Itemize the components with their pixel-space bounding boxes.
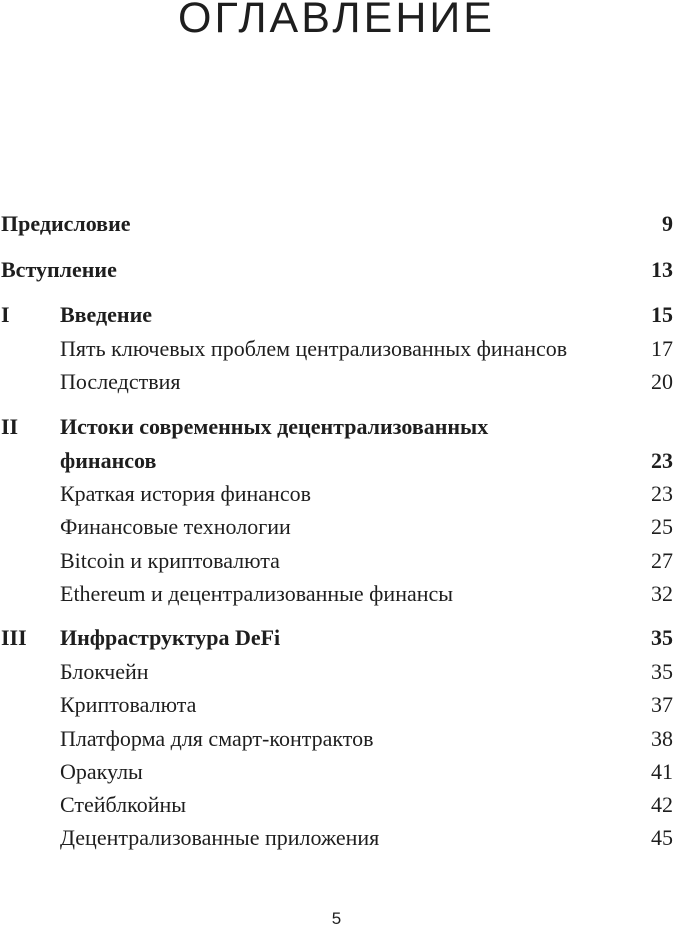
toc-entry-label: Платформа для смарт-контрактов <box>60 726 374 751</box>
toc-entry-label: Введение <box>60 302 153 327</box>
toc-entry-page: 23 <box>651 481 673 506</box>
toc-section[interactable] <box>0 479 673 509</box>
toc-entry-page: 42 <box>651 792 673 817</box>
toc-entry-label: Последствия <box>60 369 181 394</box>
toc-entry-page: 13 <box>651 257 673 282</box>
toc-section[interactable] <box>0 724 673 754</box>
toc-entry-label: Истоки современных децентрализованных <box>60 414 489 439</box>
toc-section[interactable] <box>0 757 673 787</box>
toc-entry-page: 23 <box>651 448 673 473</box>
toc-entry-page: 9 <box>662 211 673 236</box>
toc-entry-page: 15 <box>651 302 673 327</box>
toc-entry-page: 41 <box>651 759 673 784</box>
toc-section[interactable] <box>0 823 673 853</box>
toc-chapter-3[interactable] <box>0 623 673 653</box>
toc-entry-label: Децентрализованные приложения <box>60 825 380 850</box>
toc-entry-label: Ethereum и децентрализованные финансы <box>60 581 454 606</box>
toc-chapter-2[interactable] <box>0 412 673 442</box>
chapter-number: II <box>1 414 19 439</box>
chapter-number: III <box>1 625 27 650</box>
toc-section[interactable] <box>0 690 673 720</box>
toc-chapter-2-continued[interactable] <box>0 446 673 476</box>
toc-entry-page: 32 <box>651 581 673 606</box>
toc-section[interactable] <box>0 546 673 576</box>
toc-entry-label: Bitcoin и криптовалюта <box>60 548 280 573</box>
toc-entry-label: Криптовалюта <box>60 692 197 717</box>
page-title: ОГЛАВЛЕНИЕ <box>178 0 495 42</box>
toc-entry-page: 38 <box>651 726 673 751</box>
toc-entry-page: 35 <box>651 625 673 650</box>
toc-entry-label: Оракулы <box>60 759 143 784</box>
page-number: 5 <box>331 909 342 928</box>
toc-entry-label: Стейблкойны <box>60 792 187 817</box>
toc-entry-preface[interactable] <box>0 209 673 239</box>
toc-entry-label: Финансовые технологии <box>60 514 291 539</box>
toc-entry-introduction[interactable] <box>0 255 673 285</box>
toc-entry-page: 27 <box>651 548 673 573</box>
toc-entry-page: 17 <box>651 336 673 361</box>
toc-section[interactable] <box>0 790 673 820</box>
toc-section[interactable] <box>0 512 673 542</box>
toc-entry-label: Краткая история финансов <box>60 481 311 506</box>
toc-entry-page: 35 <box>651 659 673 684</box>
toc-section[interactable] <box>0 367 673 397</box>
toc-entry-label: Предисловие <box>1 211 131 236</box>
toc-entry-label: Вступление <box>1 257 117 282</box>
toc-section[interactable] <box>0 657 673 687</box>
toc-section[interactable] <box>0 579 673 609</box>
toc-entry-label: финансов <box>60 448 157 473</box>
toc-section[interactable] <box>0 334 673 364</box>
toc-entry-label: Блокчейн <box>60 659 149 684</box>
toc-entry-page: 20 <box>651 369 673 394</box>
toc-entry-page: 37 <box>651 692 673 717</box>
chapter-number: I <box>1 302 10 327</box>
toc-entry-page: 45 <box>651 825 673 850</box>
toc-entry-page: 25 <box>651 514 673 539</box>
toc-entry-label: Пять ключевых проблем централизованных финансов <box>60 336 568 361</box>
toc-chapter-1[interactable] <box>0 300 673 330</box>
toc-entry-label: Инфраструктура DeFi <box>60 625 281 650</box>
